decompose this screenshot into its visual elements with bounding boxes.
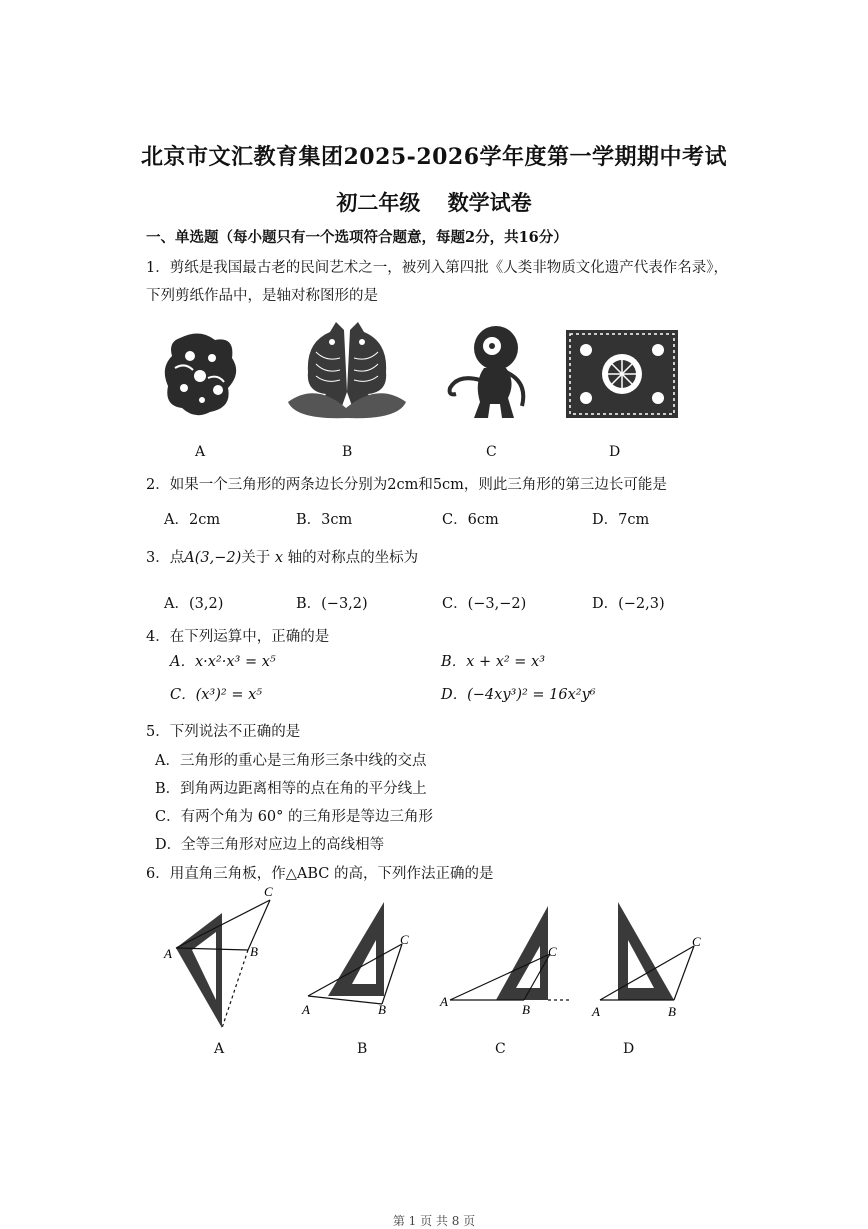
q6-figure-a (160, 884, 280, 1038)
q1-stem-line2: 下列剪纸作品中，是轴对称图形的是 (146, 288, 378, 304)
q1-label-c: C (486, 444, 497, 460)
section-heading: 一、单选题（每小题只有一个选项符合题意，每题2分，共16分） (146, 229, 568, 246)
q6-caption-c: C (495, 1041, 506, 1057)
exam-title: 北京市文汇教育集团2025-2026学年度第一学期期中考试 (140, 144, 728, 170)
q3-option-a: A．(3,2) (164, 596, 224, 612)
exam-subtitle (0, 187, 868, 217)
q5-option-c: C．有两个角为 60° 的三角形是等边三角形 (155, 809, 434, 825)
q1-label-b: B (342, 444, 353, 460)
q4-option-d: D．(−4xy³)² = 16x²y⁶ (441, 687, 596, 703)
q3-option-b: B．(−3,2) (296, 596, 368, 612)
q6-figure-d (590, 900, 720, 1024)
q6d-point-a: A (592, 1004, 600, 1019)
q5-stem: 5．下列说法不正确的是 (146, 724, 301, 740)
q2-option-a: A．2cm (164, 512, 221, 528)
q6d-point-b: B (668, 1004, 676, 1019)
q6-figure-b (298, 900, 428, 1030)
q6c-point-c: C (548, 944, 557, 959)
q3-option-c: C．(−3,−2) (442, 596, 527, 612)
q4-option-a: A．x·x²·x³ = x⁵ (170, 654, 276, 670)
q3-point: A(3,−2) (184, 550, 242, 566)
q4-stem: 4．在下列运算中，正确的是 (146, 629, 330, 645)
q6b-point-a: A (302, 1002, 310, 1017)
q6c-point-a: A (440, 994, 448, 1009)
q3-stem-post: 轴的对称点的坐标为 (287, 550, 419, 566)
papercut-image-c (444, 322, 532, 422)
q2-option-c: C．6cm (442, 512, 499, 528)
q3-option-d: D．(−2,3) (592, 596, 665, 612)
q5-option-a: A．三角形的重心是三角形三条中线的交点 (155, 753, 427, 769)
q5-option-d: D．全等三角形对应边上的高线相等 (155, 837, 385, 853)
q3-axis: x (274, 550, 284, 566)
q6-caption-a: A (214, 1041, 225, 1057)
q2-option-d: D．7cm (592, 512, 650, 528)
q6d-point-c: C (692, 934, 701, 949)
grade-label: 初二年级 (336, 190, 421, 215)
q3-stem-mid: 关于 (241, 550, 271, 566)
q6-caption-b: B (357, 1041, 368, 1057)
q6a-point-c: C (264, 884, 273, 899)
q2-option-b: B．3cm (296, 512, 353, 528)
q6-caption-d: D (623, 1041, 635, 1057)
q6a-point-b: B (250, 944, 258, 959)
q2-stem: 2．如果一个三角形的两条边长分别为2cm和5cm，则此三角形的第三边长可能是 (146, 477, 667, 493)
papercut-image-d (566, 330, 678, 418)
q1-label-d: D (609, 444, 621, 460)
q6-figure-c (438, 904, 578, 1020)
page-footer: 第 1 页 共 8 页 (392, 1214, 476, 1228)
papercut-image-a (160, 328, 242, 420)
q6c-point-b: B (522, 1002, 530, 1017)
q4-option-c: C．(x³)² = x⁵ (170, 687, 263, 703)
q6b-point-b: B (378, 1002, 386, 1017)
subject-label: 数学试卷 (447, 190, 532, 215)
q6-stem: 6．用直角三角板，作△ABC 的高，下列作法正确的是 (146, 866, 494, 882)
papercut-image-b (286, 322, 408, 422)
q3-stem (146, 546, 418, 567)
q1-stem-line1: 1．剪纸是我国最古老的民间艺术之一，被列入第四批《人类非物质文化遗产代表作名录》， (146, 260, 728, 276)
q6a-point-a: A (164, 946, 172, 961)
q4-option-b: B．x + x² = x³ (441, 654, 546, 670)
q1-label-a: A (195, 444, 206, 460)
q5-option-b: B．到角两边距离相等的点在角的平分线上 (155, 781, 427, 797)
q6b-point-c: C (400, 932, 409, 947)
q3-stem-pre: 3．点 (146, 550, 185, 566)
